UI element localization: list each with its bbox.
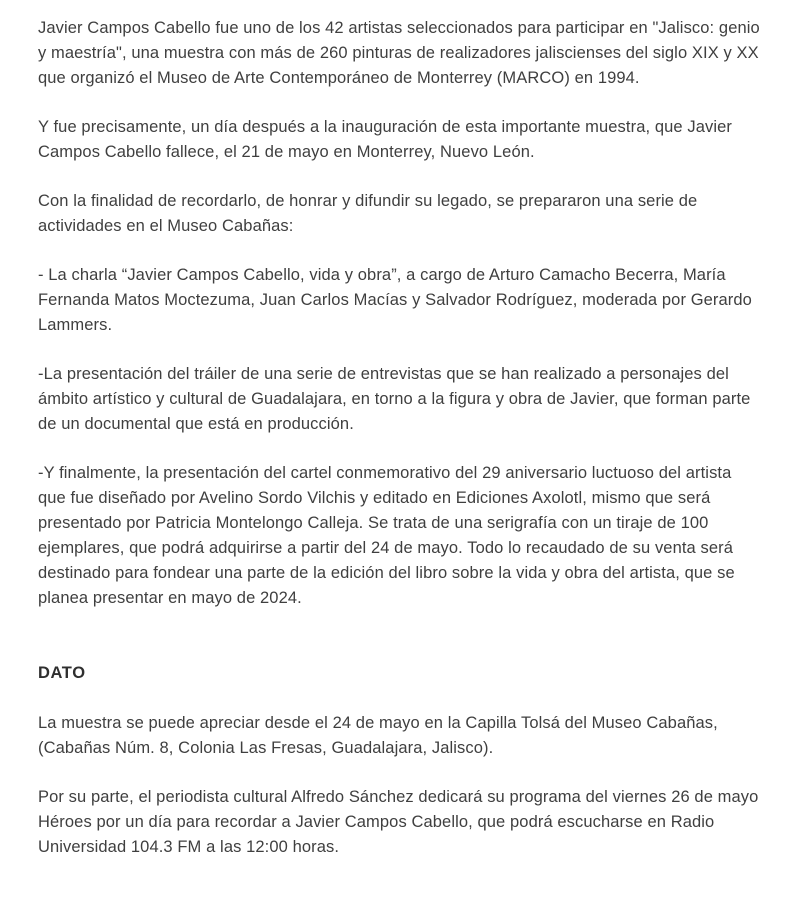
article-paragraph-activities-intro: Con la finalidad de recordarlo, de honrar y difundir su legado, se prepararon una serie de actividades en el Museo Cabañas: <box>38 192 698 235</box>
article-paragraph-cartel: -Y finalmente, la presentación del cartel conmemorativo del 29 aniversario luctuoso del artista que fue diseñado por Avelino Sordo Vilchis y editado en Ediciones Axolotl, mismo que será presentado por Patricia Montelongo Calleja. Se trata de una serigrafía con un tiraje de 100 ejemplares, que podrá adquirirse a partir del 24 de mayo. Todo lo recaudado de su venta será destinado para fondear una parte de la edición del libro sobre la vida y obra del artista, que se planea presentar en mayo de 2024. <box>38 464 735 607</box>
dato-heading: DATO <box>38 664 86 682</box>
article-paragraph-charla: - La charla “Javier Campos Cabello, vida y obra”, a cargo de Arturo Camacho Becerra, María Fernanda Matos Moctezuma, Juan Carlos Macías y Salvador Rodríguez, moderada por Gerardo Lammers. <box>38 266 752 334</box>
article-paragraph-trailer: -La presentación del tráiler de una serie de entrevistas que se han realizado a personajes del ámbito artístico y cultural de Guadalajara, en torno a la figura y obra de Javier, que forman parte de un documental que está en producción. <box>38 365 751 433</box>
article-paragraph-death: Y fue precisamente, un día después a la inauguración de esta importante muestra, que Javier Campos Cabello fallece, el 21 de mayo en Monterrey, Nuevo León. <box>38 118 732 161</box>
article-paragraph-intro: Javier Campos Cabello fue uno de los 42 artistas seleccionados para participar en "Jalisco: genio y maestría", una muestra con más de 260 pinturas de realizadores jaliscienses del siglo XIX y XX que organizó el Museo de Arte Contemporáneo de Monterrey (MARCO) en 1994. <box>38 19 760 87</box>
dato-paragraph-location: La muestra se puede apreciar desde el 24 de mayo en la Capilla Tolsá del Museo Cabañas, (Cabañas Núm. 8, Colonia Las Fresas, Guadalajara, Jalisco). <box>38 714 718 757</box>
dato-paragraph-radio: Por su parte, el periodista cultural Alfredo Sánchez dedicará su programa del viernes 26 de mayo Héroes por un día para recordar a Javier Campos Cabello, que podrá escucharse en Radio Universidad 104.3 FM a las 12:00 horas. <box>38 788 759 856</box>
